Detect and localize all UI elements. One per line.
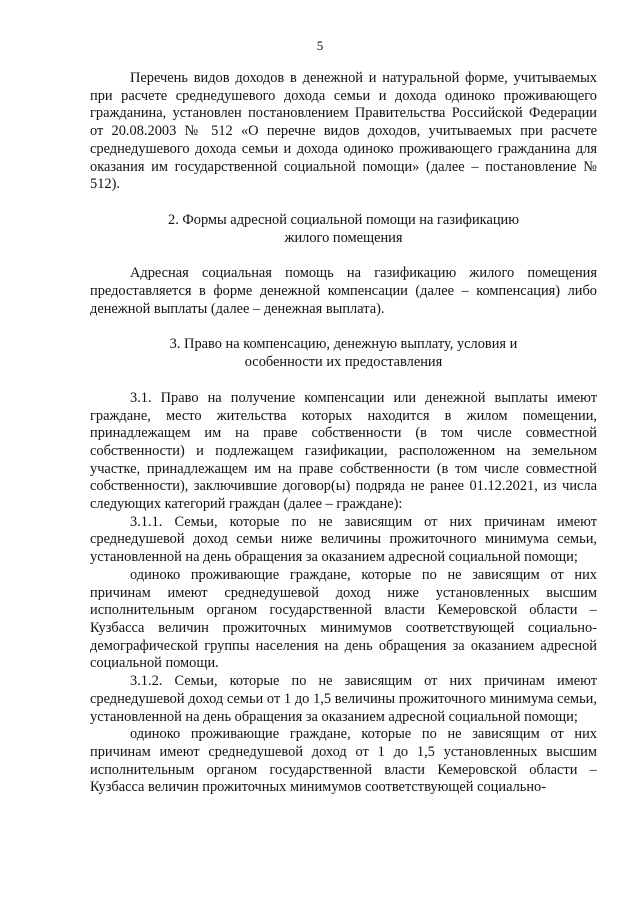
- paragraph-forms-of-aid: Адресная социальная помощь на газификацию жилого помещения предоставляется в форме денежной компенсации (далее – компенсация) либо денежной выплаты (далее – денежная выплата).: [90, 265, 597, 317]
- paragraph-3-1-2: 3.1.2. Семьи, которые по не зависящим от них причинам имеют среднедушевой доход семьи от 1 до 1,5 величины прожиточного минимума семьи, установленной на день обращения за оказанием адресной социальной помощи;: [90, 673, 597, 725]
- paragraph-3-1: 3.1. Право на получение компенсации или денежной выплаты имеют граждане, место жительства которых находится в жилом помещении, принадлежащем им на праве собственности (в том числе совместной собственности) и подлежащем газификации, расположенном на земельном участке, принадлежащем им на праве собственности (в том числе совместной собственности), заключившие договор(ы) подряда не ранее 01.12.2021, из числа следующих категорий граждан (далее – граждане):: [90, 389, 597, 513]
- section-3-heading-line1: 3. Право на компенсацию, денежную выплату, условия и: [169, 336, 518, 353]
- paragraph-income-list: Перечень видов доходов в денежной и натуральной форме, учитываемых при расчете среднедушевого дохода семьи и дохода одиноко проживающего гражданина, установлен постановлением Правительства Российской Федерации от 20.08.2003 № 512 «О перечне видов доходов, учитываемых при расчете среднедушевого дохода семьи и дохода одиноко проживающего гражданина для оказания им государственной социальной помощи» (далее – постановление № 512).: [90, 70, 597, 193]
- section-2-heading-line2: жилого помещения: [284, 229, 403, 246]
- paragraph-single-residents-2: одиноко проживающие граждане, которые по не зависящим от них причинам имеют среднедушевой доход от 1 до 1,5 установленных высшим исполнительным органом государственной власти Кемеровской области – Кузбасса величин прожиточных минимумов соответствующей социально-: [90, 726, 597, 796]
- section-2-heading-line1: 2. Формы адресной социальной помощи на газификацию: [168, 211, 519, 228]
- page-number: 5: [316, 38, 324, 53]
- paragraph-3-1-1: 3.1.1. Семьи, которые по не зависящим от них причинам имеют среднедушевой доход семьи ниже величины прожиточного минимума семьи, установленной на день обращения за оказанием адресной социальной помощи;: [90, 513, 597, 566]
- document-body: [90, 70, 597, 797]
- section-3-heading-line2: особенности их предоставления: [244, 354, 443, 371]
- paragraph-single-residents-1: одиноко проживающие граждане, которые по не зависящим от них причинам имеют среднедушевой доход ниже установленных высшим исполнительным органом государственной власти Кемеровской области – Кузбасса величин прожиточных минимумов соответствующей социально-демографической группы населения на день обращения за оказанием адресной социальной помощи.: [90, 566, 597, 672]
